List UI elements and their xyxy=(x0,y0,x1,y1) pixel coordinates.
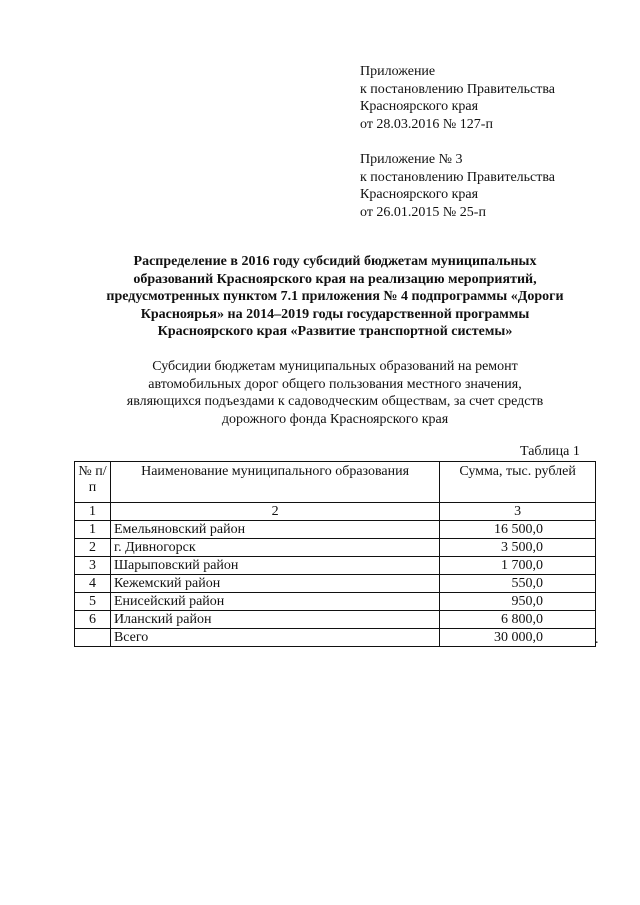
appendix-1-line-2: к постановлению Правительства xyxy=(360,81,556,97)
appendix-2-line-4: от 26.01.2015 № 25-п xyxy=(360,204,486,220)
row-amount: 550,0 xyxy=(440,575,596,593)
total-row xyxy=(75,629,596,647)
document-title xyxy=(60,253,610,341)
row-amount: 3 500,0 xyxy=(440,539,596,557)
title-line: Красноярского края «Развитие транспортной системы» xyxy=(157,324,513,339)
table-row xyxy=(75,521,596,539)
row-name: Енисейский район xyxy=(110,593,439,611)
title-line: Распределение в 2016 году субсидий бюджетам муниципальных xyxy=(133,254,537,269)
total-amount: 30 000,0 xyxy=(440,629,596,647)
subtitle-line: Субсидии бюджетам муниципальных образований на ремонт xyxy=(152,359,518,374)
title-line: предусмотренных пунктом 7.1 приложения № 4 подпрограммы «Дороги xyxy=(106,289,564,304)
row-amount: 1 700,0 xyxy=(440,557,596,575)
subsidy-table xyxy=(74,461,596,647)
total-number-cell xyxy=(75,629,111,647)
subtitle-line: дорожного фонда Красноярского края xyxy=(221,411,449,427)
table-row xyxy=(75,539,596,557)
column-number-cell: 2 xyxy=(110,503,439,521)
table-row xyxy=(75,557,596,575)
row-number: 6 xyxy=(75,611,111,629)
column-number-cell: 1 xyxy=(75,503,111,521)
appendix-header-1 xyxy=(360,63,555,133)
row-name: г. Дивногорск xyxy=(110,539,439,557)
appendix-header-2 xyxy=(360,151,555,221)
row-amount: 950,0 xyxy=(440,593,596,611)
header-name: Наименование муниципального образования xyxy=(110,462,439,503)
row-number: 2 xyxy=(75,539,111,557)
subtitle-line: автомобильных дорог общего пользования местного значения, xyxy=(148,376,522,392)
title-line: образований Красноярского края на реализацию мероприятий, xyxy=(133,271,537,287)
title-line: Красноярья» на 2014–2019 годы государственной программы xyxy=(140,306,530,322)
appendix-2-line-3: Красноярского края xyxy=(360,187,479,202)
column-number-cell: 3 xyxy=(440,503,596,521)
trailing-period: . xyxy=(595,632,599,647)
row-amount: 6 800,0 xyxy=(440,611,596,629)
appendix-2-line-2: к постановлению Правительства xyxy=(360,169,556,185)
appendix-1-line-1: Приложение xyxy=(360,64,436,79)
appendix-1-line-4: от 28.03.2016 № 127-п xyxy=(360,116,493,132)
document-subtitle xyxy=(60,358,610,428)
row-number: 3 xyxy=(75,557,111,575)
table-row xyxy=(75,593,596,611)
row-amount: 16 500,0 xyxy=(440,521,596,539)
table-row xyxy=(75,611,596,629)
appendix-1-line-3: Красноярского края xyxy=(360,99,479,114)
row-number: 1 xyxy=(75,521,111,539)
subtitle-line: являющихся подъездами к садоводческим обществам, за счет средств xyxy=(126,394,544,409)
row-number: 4 xyxy=(75,575,111,593)
row-name: Емельяновский район xyxy=(110,521,439,539)
total-label: Всего xyxy=(110,629,439,647)
appendix-2-line-1: Приложение № 3 xyxy=(360,152,463,167)
table-header-row xyxy=(75,462,596,503)
header-number: № п/п xyxy=(75,462,111,503)
row-name: Кежемский район xyxy=(110,575,439,593)
header-amount: Сумма, тыс. рублей xyxy=(440,462,596,503)
column-numbers-row xyxy=(75,503,596,521)
table-row xyxy=(75,575,596,593)
row-name: Шарыповский район xyxy=(110,557,439,575)
row-name: Иланский район xyxy=(110,611,439,629)
table-caption: Таблица 1 xyxy=(520,444,580,459)
row-number: 5 xyxy=(75,593,111,611)
